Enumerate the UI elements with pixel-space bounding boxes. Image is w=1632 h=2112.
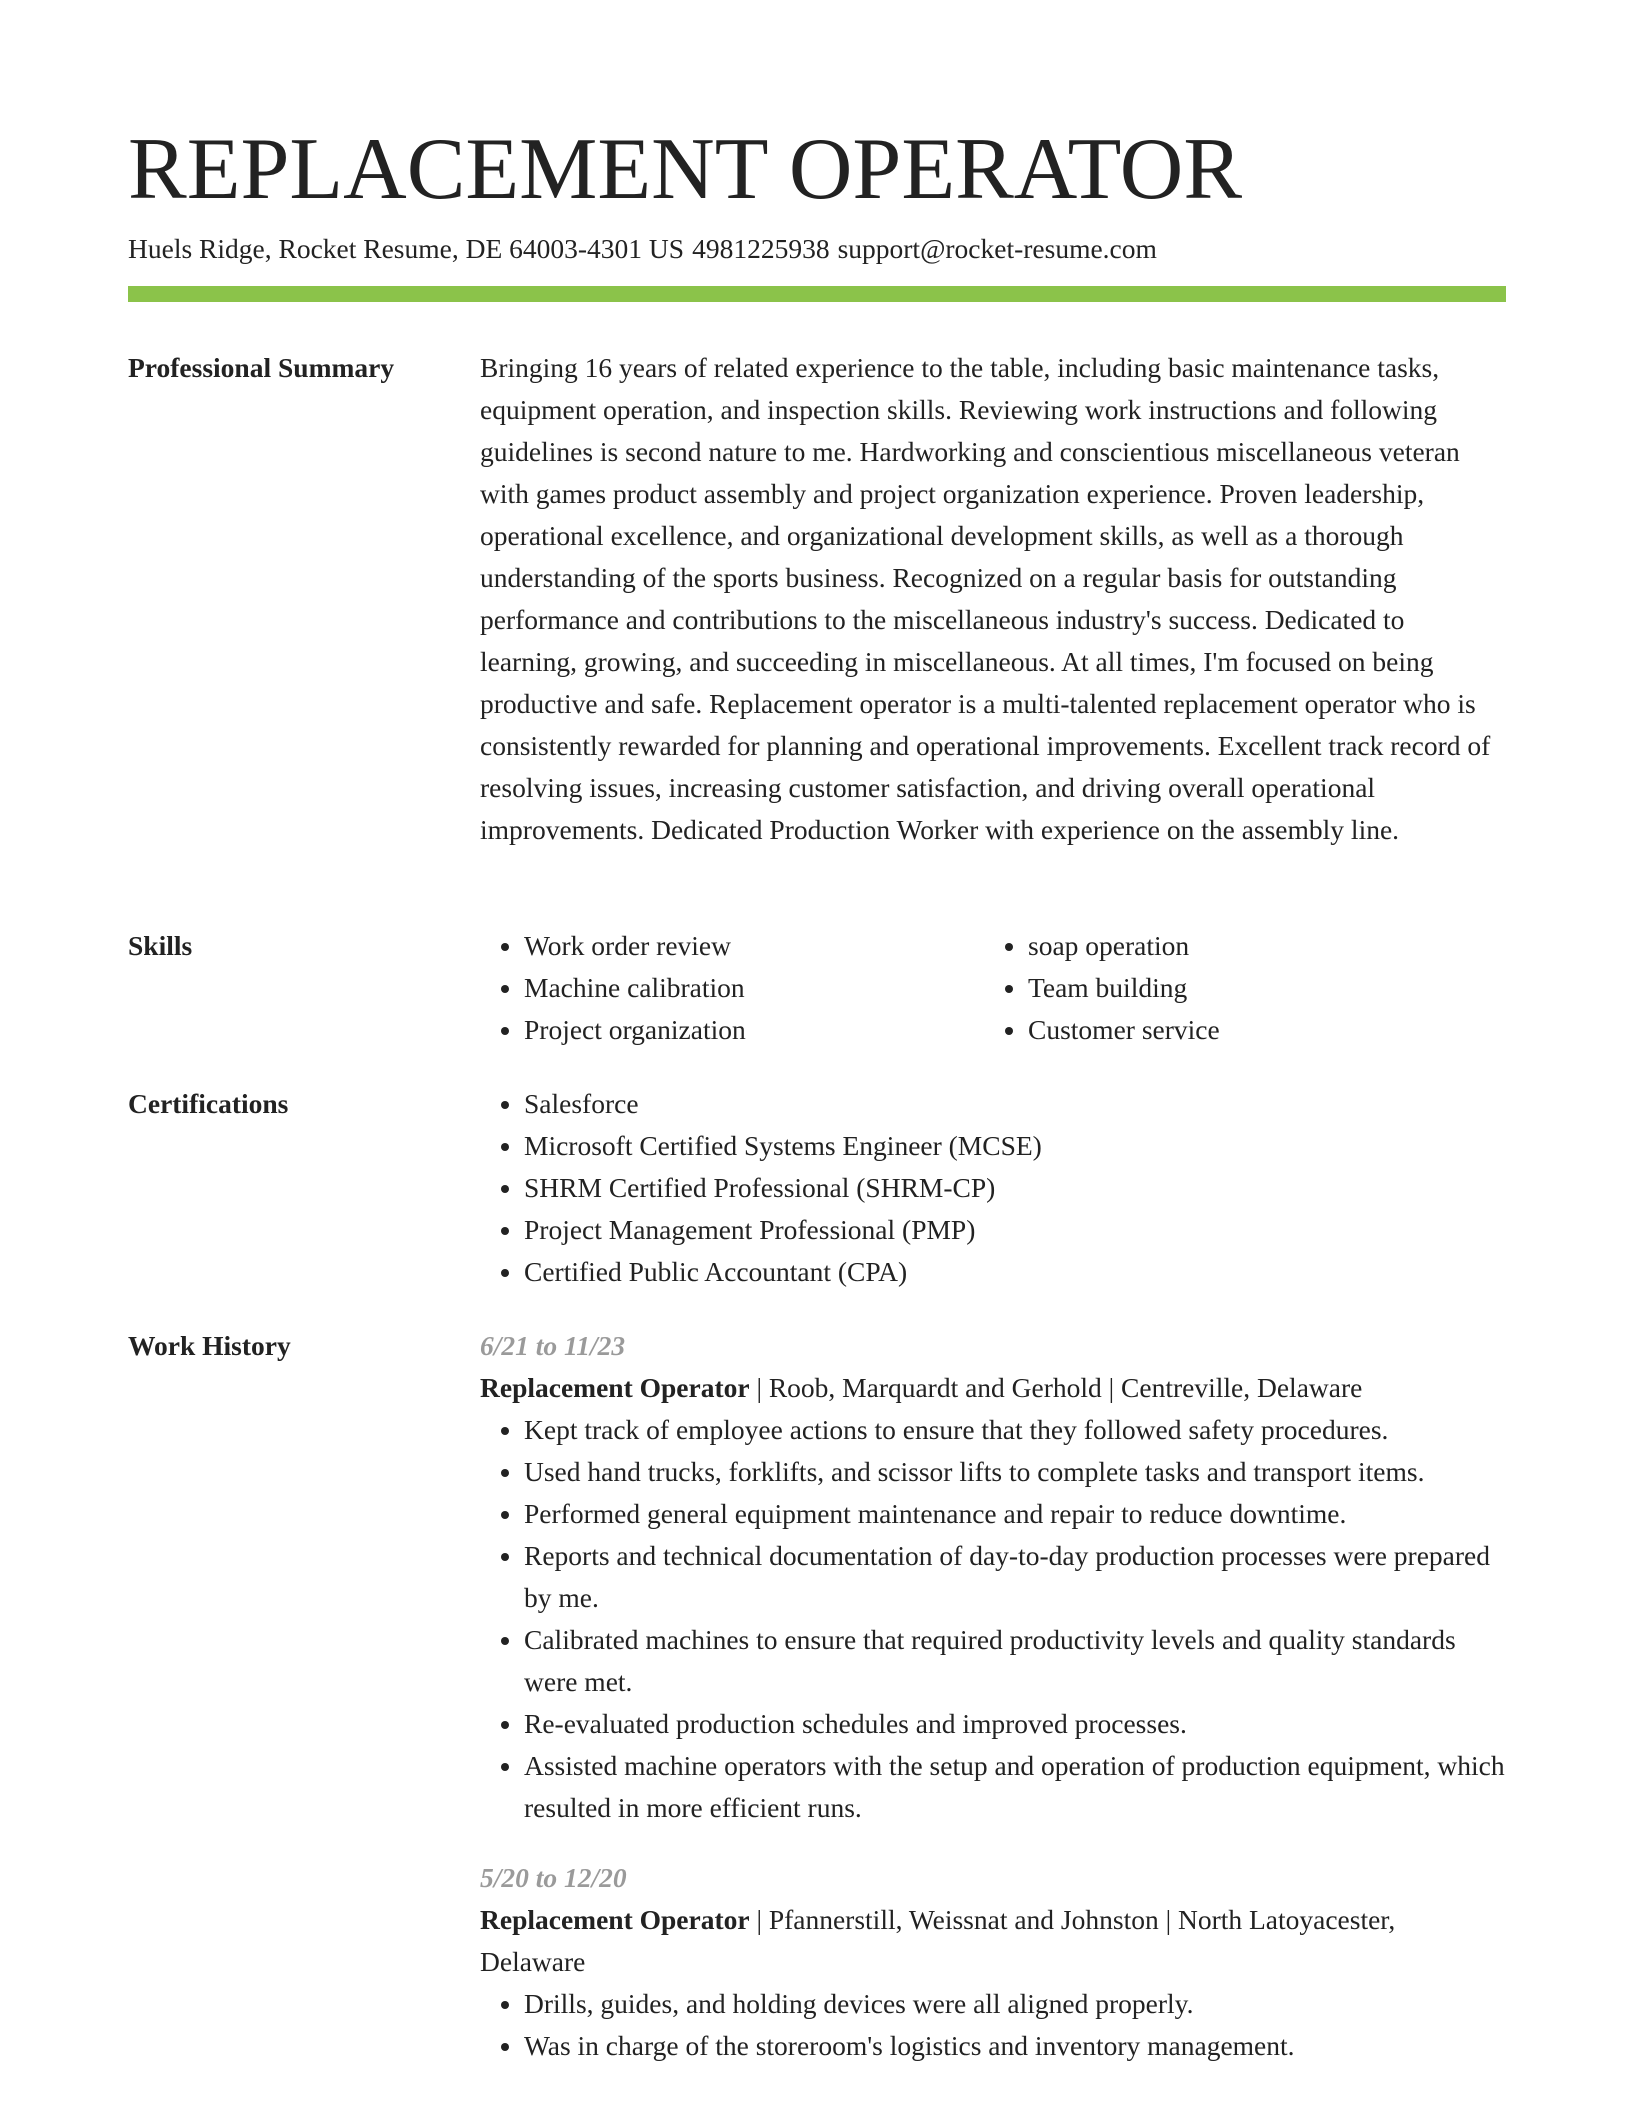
job-title-line	[480, 1367, 1506, 1409]
candidate-name: REPLACEMENT OPERATOR	[128, 121, 1243, 218]
certification-item: • SHRM Certified Professional (SHRM-CP)	[524, 1167, 1506, 1209]
job-position: Replacement Operator	[480, 1904, 750, 1935]
job-position: Replacement Operator	[480, 1372, 750, 1403]
skill-item: • Customer service	[1028, 1009, 1488, 1051]
job-bullet: • Was in charge of the storeroom's logistics and inventory management.	[524, 2025, 1506, 2067]
certification-item: • Salesforce	[524, 1083, 1506, 1125]
job-bullet: • Performed general equipment maintenance and repair to reduce downtime.	[524, 1493, 1506, 1535]
contact-address: Huels Ridge, Rocket Resume, DE 64003-4301 US	[128, 233, 685, 264]
job-details: | Pfannerstill, Weissnat and Johnston | North Latoyacester, Delaware	[480, 1904, 1396, 1977]
job-bullets	[480, 1983, 1506, 2067]
contact-email: support@rocket-resume.com	[837, 233, 1157, 264]
skill-item: • Work order review	[524, 925, 984, 967]
contact-line	[128, 230, 1157, 268]
job-bullet: • Calibrated machines to ensure that required productivity levels and quality standards were met.	[524, 1619, 1506, 1703]
contact-phone: 4981225938	[692, 233, 830, 264]
job-entry	[480, 1857, 1506, 2067]
job-bullet: • Reports and technical documentation of day-to-day production processes were prepared by me.	[524, 1535, 1506, 1619]
summary-body	[480, 347, 1506, 851]
skills-list-left	[480, 925, 984, 1051]
certifications-body	[480, 1083, 1506, 1293]
summary-text: Bringing 16 years of related experience to the table, including basic maintenance tasks, equipment operation, and inspection skills. Reviewing work instructions and following guidelines is second nature to me. Hardworking and conscientious miscellaneous veteran with games product assembly and project organization experience. Proven leadership, operational excellence, and organizational development skills, as well as a thorough understanding of the sports business. Recognized on a regular basis for outstanding performance and contributions to the miscellaneous industry's success. Dedicated to learning, growing, and succeeding in miscellaneous. At all times, I'm focused on being productive and safe. Replacement operator is a multi-talented replacement operator who is consistently rewarded for planning and operational improvements. Excellent track record of resolving issues, increasing customer satisfaction, and driving overall operational improvements. Dedicated Production Worker with experience on the assembly line.	[480, 352, 1491, 845]
job-bullets	[480, 1409, 1506, 1829]
job-bullet: • Assisted machine operators with the setup and operation of production equipment, which resulted in more efficient runs.	[524, 1745, 1506, 1829]
job-entry	[480, 1325, 1506, 1829]
certification-item: • Microsoft Certified Systems Engineer (MCSE)	[524, 1125, 1506, 1167]
summary-heading: Professional Summary	[128, 352, 395, 383]
skills-list-right	[984, 925, 1488, 1051]
job-bullet: • Re-evaluated production schedules and improved processes.	[524, 1703, 1506, 1745]
job-details: | Roob, Marquardt and Gerhold | Centreville, Delaware	[749, 1372, 1363, 1403]
certifications-list	[480, 1083, 1506, 1293]
skills-body	[480, 925, 1506, 1051]
work-history-body	[480, 1325, 1506, 2067]
skill-item: • soap operation	[1028, 925, 1488, 967]
job-dates: 5/20 to 12/20	[480, 1862, 627, 1893]
certifications-heading: Certifications	[128, 1088, 289, 1119]
job-bullet: • Drills, guides, and holding devices were all aligned properly.	[524, 1983, 1506, 2025]
work-history-heading: Work History	[128, 1330, 291, 1361]
certification-item: • Project Management Professional (PMP)	[524, 1209, 1506, 1251]
job-bullet: • Kept track of employee actions to ensure that they followed safety procedures.	[524, 1409, 1506, 1451]
job-bullet: • Used hand trucks, forklifts, and scissor lifts to complete tasks and transport items.	[524, 1451, 1506, 1493]
job-title-line	[480, 1899, 1506, 1983]
skill-item: • Machine calibration	[524, 967, 984, 1009]
header-accent-rule	[128, 286, 1506, 302]
certification-item: • Certified Public Accountant (CPA)	[524, 1251, 1506, 1293]
skill-item: • Project organization	[524, 1009, 984, 1051]
job-dates: 6/21 to 11/23	[480, 1330, 626, 1361]
skills-heading: Skills	[128, 930, 193, 961]
skill-item: • Team building	[1028, 967, 1488, 1009]
